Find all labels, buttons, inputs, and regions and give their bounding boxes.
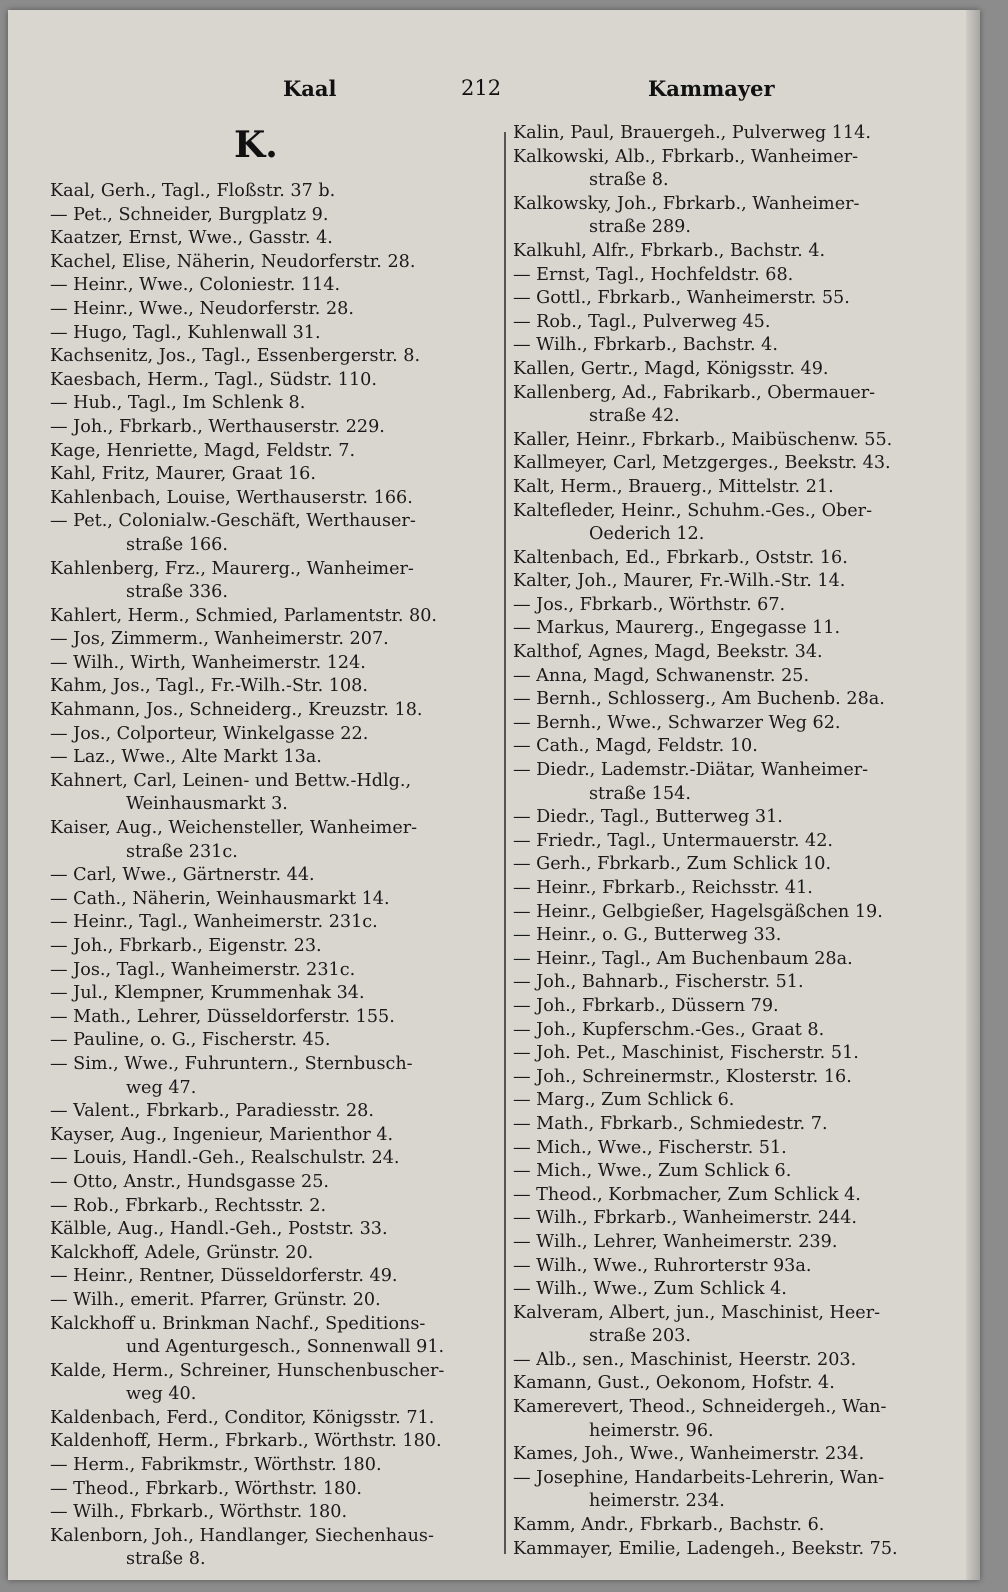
entry-continuation: straße 154. bbox=[589, 783, 691, 804]
directory-entry: Kalin, Paul, Brauergeh., Pulverweg 114. bbox=[513, 123, 871, 143]
directory-entry: — Heinr., Tagl., Am Buchenbaum 28a. bbox=[513, 948, 853, 969]
directory-entry: — Jos., Fbrkarb., Wörthstr. 67. bbox=[513, 594, 786, 615]
entry-continuation: straße 166. bbox=[126, 534, 228, 555]
directory-entry: Kalenborn, Joh., Handlanger, Siechenhaus- bbox=[50, 1525, 434, 1546]
directory-entry: Kahm, Jos., Tagl., Fr.-Wilh.-Str. 108. bbox=[50, 676, 368, 697]
directory-entry: — Cath., Näherin, Weinhausmarkt 14. bbox=[50, 888, 390, 909]
directory-entry: — Mich., Wwe., Fischerstr. 51. bbox=[513, 1137, 787, 1158]
section-letter: K. bbox=[234, 124, 278, 166]
directory-entry: — Math., Fbrkarb., Schmiedestr. 7. bbox=[513, 1113, 828, 1134]
entry-continuation: straße 289. bbox=[589, 217, 691, 238]
directory-entry: Kaatzer, Ernst, Wwe., Gasstr. 4. bbox=[50, 228, 333, 249]
directory-entry: — Wilh., emerit. Pfarrer, Grünstr. 20. bbox=[50, 1289, 381, 1310]
directory-page bbox=[8, 10, 980, 1580]
directory-entry: — Wilh., Wwe., Zum Schlick 4. bbox=[513, 1279, 787, 1300]
directory-entry: Kaldenhoff, Herm., Fbrkarb., Wörthstr. 180. bbox=[50, 1431, 442, 1452]
directory-entry: Kalkowsky, Joh., Fbrkarb., Wanheimer- bbox=[513, 193, 860, 214]
directory-entry: Kaller, Heinr., Fbrkarb., Maibüschenw. 55. bbox=[513, 429, 893, 450]
directory-entry: — Heinr., Tagl., Wanheimerstr. 231c. bbox=[50, 912, 378, 933]
directory-entry: — Heinr., o. G., Butterweg 33. bbox=[513, 925, 782, 946]
directory-entry: — Bernh., Schlosserg., Am Buchenb. 28a. bbox=[513, 689, 885, 710]
page-edge bbox=[966, 10, 980, 1580]
directory-entry: — Joh., Schreinermstr., Klosterstr. 16. bbox=[513, 1066, 852, 1087]
entry-continuation: straße 8. bbox=[589, 170, 669, 191]
directory-entry: — Math., Lehrer, Düsseldorferstr. 155. bbox=[50, 1006, 395, 1027]
entry-continuation: heimerstr. 96. bbox=[589, 1420, 714, 1441]
directory-entry: — Theod., Fbrkarb., Wörthstr. 180. bbox=[50, 1478, 363, 1499]
directory-entry: — Jos., Colporteur, Winkelgasse 22. bbox=[50, 723, 369, 744]
directory-entry: — Joh., Fbrkarb., Eigenstr. 23. bbox=[50, 936, 322, 956]
directory-entry: — Jul., Klempner, Krummenhak 34. bbox=[50, 983, 365, 1004]
directory-entry: Kamm, Andr., Fbrkarb., Bachstr. 6. bbox=[513, 1515, 825, 1536]
directory-entry: — Jos., Tagl., Wanheimerstr. 231c. bbox=[50, 959, 356, 980]
left-column bbox=[50, 180, 498, 1572]
directory-entry: Kalckhoff u. Brinkman Nachf., Speditions- bbox=[50, 1313, 426, 1334]
directory-entry: — Joh., Bahnarb., Fischerstr. 51. bbox=[513, 972, 804, 993]
directory-entry: Kames, Joh., Wwe., Wanheimerstr. 234. bbox=[513, 1444, 865, 1465]
directory-entry: — Heinr., Wwe., Neudorferstr. 28. bbox=[50, 298, 354, 319]
page-number: 212 bbox=[461, 76, 502, 100]
directory-entry: — Cath., Magd, Feldstr. 10. bbox=[513, 736, 758, 757]
right-column bbox=[513, 122, 963, 1561]
directory-entry: — Mich., Wwe., Zum Schlick 6. bbox=[513, 1161, 792, 1182]
entry-continuation: Weinhausmarkt 3. bbox=[126, 794, 288, 815]
directory-entry: — Pauline, o. G., Fischerstr. 45. bbox=[50, 1030, 331, 1051]
directory-entry: — Valent., Fbrkarb., Paradiesstr. 28. bbox=[50, 1101, 374, 1122]
column-divider bbox=[504, 132, 506, 1554]
directory-entry: — Anna, Magd, Schwanenstr. 25. bbox=[513, 665, 810, 686]
directory-entry: Kahl, Fritz, Maurer, Graat 16. bbox=[50, 464, 316, 485]
directory-entry: Kaiser, Aug., Weichensteller, Wanheimer- bbox=[50, 818, 418, 839]
directory-entry: — Wilh., Fbrkarb., Bachstr. 4. bbox=[513, 335, 778, 356]
directory-entry: Kahlert, Herm., Schmied, Parlamentstr. 80. bbox=[50, 605, 438, 626]
directory-entry: — Rob., Fbrkarb., Rechtsstr. 2. bbox=[50, 1195, 327, 1216]
directory-entry: — Sim., Wwe., Fuhruntern., Sternbusch- bbox=[50, 1053, 413, 1074]
directory-entry: Kage, Henriette, Magd, Feldstr. 7. bbox=[50, 440, 356, 461]
directory-entry: — Herm., Fabrikmstr., Wörthstr. 180. bbox=[50, 1455, 382, 1476]
directory-entry: — Wilh., Fbrkarb., Wörthstr. 180. bbox=[50, 1502, 348, 1523]
entry-continuation: straße 203. bbox=[589, 1326, 691, 1347]
directory-entry: — Heinr., Wwe., Coloniestr. 114. bbox=[50, 275, 341, 296]
directory-entry: — Hub., Tagl., Im Schlenk 8. bbox=[50, 393, 306, 414]
directory-entry: Kammayer, Emilie, Ladengeh., Beekstr. 75. bbox=[513, 1538, 898, 1559]
entry-continuation: straße 231c. bbox=[126, 841, 238, 862]
directory-entry: Kamerevert, Theod., Schneidergeh., Wan- bbox=[513, 1397, 887, 1418]
directory-entry: Kalde, Herm., Schreiner, Hunschenbuscher- bbox=[50, 1360, 445, 1381]
directory-entry: Kaldenbach, Ferd., Conditor, Königsstr. 71. bbox=[50, 1407, 435, 1428]
directory-entry: Kälble, Aug., Handl.-Geh., Poststr. 33. bbox=[50, 1219, 388, 1240]
directory-entry: — Joh. Pet., Maschinist, Fischerstr. 51. bbox=[513, 1043, 859, 1064]
directory-entry: — Hugo, Tagl., Kuhlenwall 31. bbox=[50, 322, 321, 343]
directory-entry: — Gottl., Fbrkarb., Wanheimerstr. 55. bbox=[513, 288, 850, 309]
directory-entry: Kalthof, Agnes, Magd, Beekstr. 34. bbox=[513, 642, 823, 663]
directory-entry: Kachel, Elise, Näherin, Neudorferstr. 28. bbox=[50, 251, 416, 272]
directory-entry: Kalter, Joh., Maurer, Fr.-Wilh.-Str. 14. bbox=[513, 571, 846, 592]
directory-entry: — Pet., Colonialw.-Geschäft, Werthauser- bbox=[50, 511, 416, 532]
directory-entry: Kalckhoff, Adele, Grünstr. 20. bbox=[50, 1242, 314, 1263]
directory-entry: Kaltefleder, Heinr., Schuhm.-Ges., Ober- bbox=[513, 500, 873, 521]
directory-entry: — Marg., Zum Schlick 6. bbox=[513, 1090, 735, 1111]
directory-entry: — Diedr., Tagl., Butterweg 31. bbox=[513, 807, 783, 828]
directory-entry: — Diedr., Lademstr.-Diätar, Wanheimer- bbox=[513, 760, 869, 781]
directory-entry: — Heinr., Gelbgießer, Hagelsgäßchen 19. bbox=[513, 901, 883, 922]
directory-entry: — Pet., Schneider, Burgplatz 9. bbox=[50, 204, 329, 225]
directory-entry: Kahlenberg, Frz., Maurerg., Wanheimer- bbox=[50, 558, 414, 579]
directory-entry: Kaesbach, Herm., Tagl., Südstr. 110. bbox=[50, 369, 377, 390]
directory-entry: Kamann, Gust., Oekonom, Hofstr. 4. bbox=[513, 1373, 835, 1394]
entry-continuation: weg 47. bbox=[126, 1077, 197, 1098]
directory-entry: — Wilh., Lehrer, Wanheimerstr. 239. bbox=[513, 1231, 838, 1252]
entry-continuation: straße 8. bbox=[126, 1549, 206, 1570]
directory-entry: — Joh., Kupferschm.-Ges., Graat 8. bbox=[513, 1019, 825, 1040]
directory-entry: — Theod., Korbmacher, Zum Schlick 4. bbox=[513, 1184, 861, 1205]
directory-entry: Kahnert, Carl, Leinen- und Bettw.-Hdlg., bbox=[50, 770, 412, 791]
directory-entry: Kaal, Gerh., Tagl., Floßstr. 37 b. bbox=[50, 181, 336, 201]
entry-continuation: heimerstr. 234. bbox=[589, 1491, 725, 1512]
directory-entry: — Otto, Anstr., Hundsgasse 25. bbox=[50, 1171, 330, 1192]
directory-entry: Kachsenitz, Jos., Tagl., Essenbergerstr. 8. bbox=[50, 346, 421, 367]
directory-entry: — Joh., Fbrkarb., Werthauserstr. 229. bbox=[50, 416, 385, 437]
directory-entry: Kallenberg, Ad., Fabrikarb., Obermauer- bbox=[513, 382, 876, 403]
running-head-left: Kaal bbox=[283, 76, 337, 101]
directory-entry: Kallmeyer, Carl, Metzgerges., Beekstr. 43. bbox=[513, 453, 891, 474]
running-head-right: Kammayer bbox=[648, 76, 775, 101]
directory-entry: — Laz., Wwe., Alte Markt 13a. bbox=[50, 747, 322, 768]
directory-entry: Kalkuhl, Alfr., Fbrkarb., Bachstr. 4. bbox=[513, 240, 826, 261]
directory-entry: — Josephine, Handarbeits-Lehrerin, Wan- bbox=[513, 1467, 885, 1488]
directory-entry: — Joh., Fbrkarb., Düssern 79. bbox=[513, 995, 779, 1016]
directory-entry: — Heinr., Fbrkarb., Reichsstr. 41. bbox=[513, 878, 813, 898]
entry-continuation: straße 42. bbox=[589, 406, 680, 427]
directory-entry: — Friedr., Tagl., Untermauerstr. 42. bbox=[513, 830, 834, 851]
entry-continuation: straße 336. bbox=[126, 582, 228, 603]
directory-entry: Kalkowski, Alb., Fbrkarb., Wanheimer- bbox=[513, 146, 859, 167]
entry-continuation: Oederich 12. bbox=[589, 524, 705, 545]
directory-entry: — Louis, Handl.-Geh., Realschulstr. 24. bbox=[50, 1148, 400, 1169]
directory-entry: Kalt, Herm., Brauerg., Mittelstr. 21. bbox=[513, 476, 834, 497]
directory-entry: — Alb., sen., Maschinist, Heerstr. 203. bbox=[513, 1349, 857, 1370]
entry-continuation: und Agenturgesch., Sonnenwall 91. bbox=[126, 1337, 445, 1358]
directory-entry: Kahlenbach, Louise, Werthauserstr. 166. bbox=[50, 487, 413, 508]
entry-continuation: weg 40. bbox=[126, 1384, 197, 1405]
directory-entry: — Heinr., Rentner, Düsseldorferstr. 49. bbox=[50, 1266, 398, 1287]
directory-entry: — Wilh., Fbrkarb., Wanheimerstr. 244. bbox=[513, 1208, 857, 1229]
directory-entry: Kayser, Aug., Ingenieur, Marienthor 4. bbox=[50, 1124, 394, 1145]
directory-entry: — Markus, Maurerg., Engegasse 11. bbox=[513, 618, 841, 639]
directory-entry: — Carl, Wwe., Gärtnerstr. 44. bbox=[50, 865, 315, 886]
directory-entry: — Wilh., Wirth, Wanheimerstr. 124. bbox=[50, 652, 366, 673]
directory-entry: — Gerh., Fbrkarb., Zum Schlick 10. bbox=[513, 854, 832, 875]
directory-entry: — Rob., Tagl., Pulverweg 45. bbox=[513, 311, 771, 332]
directory-entry: Kaltenbach, Ed., Fbrkarb., Oststr. 16. bbox=[513, 547, 848, 568]
directory-entry: — Wilh., Wwe., Ruhrorterstr 93a. bbox=[513, 1255, 812, 1276]
directory-entry: — Ernst, Tagl., Hochfeldstr. 68. bbox=[513, 264, 794, 285]
directory-entry: Kallen, Gertr., Magd, Königsstr. 49. bbox=[513, 358, 829, 379]
directory-entry: Kahmann, Jos., Schneiderg., Kreuzstr. 18. bbox=[50, 700, 423, 721]
directory-entry: — Jos, Zimmerm., Wanheimerstr. 207. bbox=[50, 629, 389, 650]
directory-entry: Kalveram, Albert, jun., Maschinist, Heer- bbox=[513, 1302, 881, 1323]
directory-entry: — Bernh., Wwe., Schwarzer Weg 62. bbox=[513, 712, 841, 733]
